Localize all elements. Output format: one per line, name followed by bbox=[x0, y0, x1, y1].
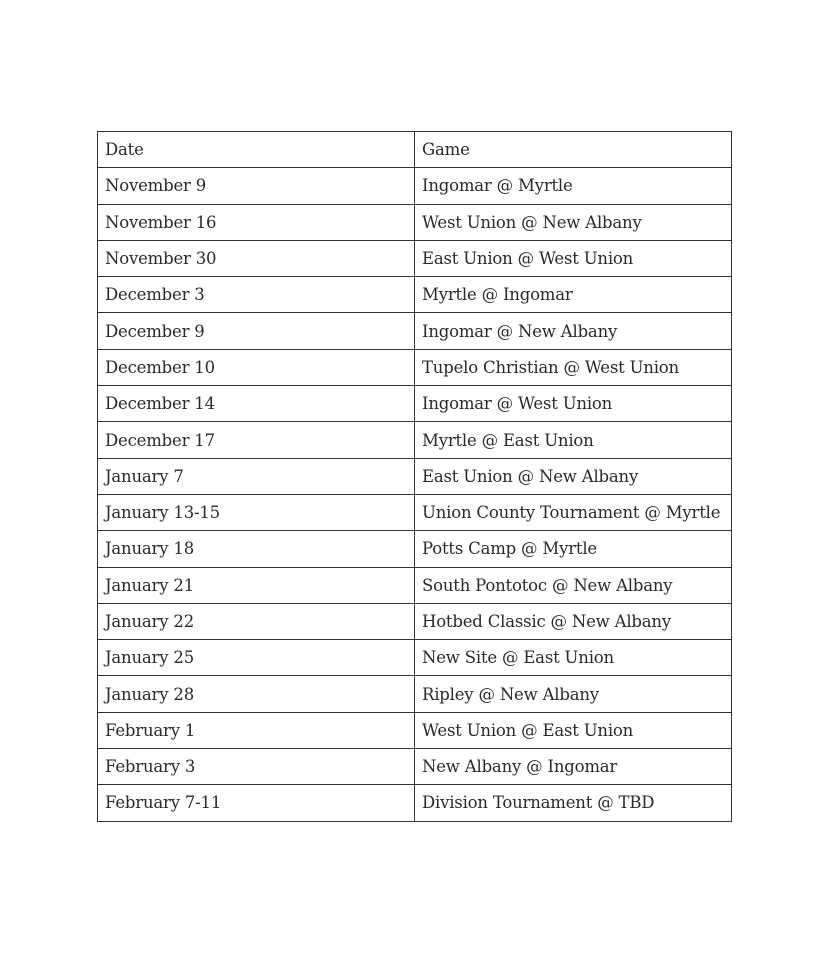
table-row bbox=[98, 640, 732, 676]
cell-game: Myrtle @ East Union bbox=[415, 422, 732, 458]
table-row bbox=[98, 204, 732, 240]
header-date: Date bbox=[98, 132, 415, 168]
cell-game: South Pontotoc @ New Albany bbox=[415, 567, 732, 603]
schedule-table-body bbox=[98, 132, 732, 822]
cell-date: January 22 bbox=[98, 603, 415, 639]
cell-game: Tupelo Christian @ West Union bbox=[415, 349, 732, 385]
cell-date: January 7 bbox=[98, 458, 415, 494]
table-row bbox=[98, 749, 732, 785]
cell-date: December 9 bbox=[98, 313, 415, 349]
cell-game: Union County Tournament @ Myrtle bbox=[415, 494, 732, 530]
cell-game: East Union @ West Union bbox=[415, 240, 732, 276]
cell-game: West Union @ New Albany bbox=[415, 204, 732, 240]
cell-game: Ingomar @ West Union bbox=[415, 386, 732, 422]
table-row bbox=[98, 676, 732, 712]
cell-game: Myrtle @ Ingomar bbox=[415, 277, 732, 313]
cell-date: November 16 bbox=[98, 204, 415, 240]
cell-date: November 30 bbox=[98, 240, 415, 276]
cell-date: February 3 bbox=[98, 749, 415, 785]
cell-game: Division Tournament @ TBD bbox=[415, 785, 732, 821]
table-row bbox=[98, 240, 732, 276]
table-row bbox=[98, 603, 732, 639]
cell-date: January 28 bbox=[98, 676, 415, 712]
table-row bbox=[98, 168, 732, 204]
cell-date: December 10 bbox=[98, 349, 415, 385]
cell-date: January 18 bbox=[98, 531, 415, 567]
table-row bbox=[98, 349, 732, 385]
table-row bbox=[98, 277, 732, 313]
table-row bbox=[98, 458, 732, 494]
cell-game: East Union @ New Albany bbox=[415, 458, 732, 494]
cell-date: January 13-15 bbox=[98, 494, 415, 530]
schedule-table bbox=[97, 131, 732, 822]
table-row bbox=[98, 313, 732, 349]
cell-date: January 21 bbox=[98, 567, 415, 603]
table-row bbox=[98, 712, 732, 748]
table-header-row bbox=[98, 132, 732, 168]
cell-game: Potts Camp @ Myrtle bbox=[415, 531, 732, 567]
cell-game: Hotbed Classic @ New Albany bbox=[415, 603, 732, 639]
table-row bbox=[98, 567, 732, 603]
cell-date: January 25 bbox=[98, 640, 415, 676]
table-row bbox=[98, 422, 732, 458]
cell-game: Ingomar @ New Albany bbox=[415, 313, 732, 349]
cell-date: December 17 bbox=[98, 422, 415, 458]
table-row bbox=[98, 785, 732, 821]
cell-game: Ripley @ New Albany bbox=[415, 676, 732, 712]
cell-game: New Albany @ Ingomar bbox=[415, 749, 732, 785]
cell-game: New Site @ East Union bbox=[415, 640, 732, 676]
cell-date: February 1 bbox=[98, 712, 415, 748]
header-game: Game bbox=[415, 132, 732, 168]
cell-game: West Union @ East Union bbox=[415, 712, 732, 748]
cell-date: November 9 bbox=[98, 168, 415, 204]
cell-date: December 14 bbox=[98, 386, 415, 422]
cell-date: December 3 bbox=[98, 277, 415, 313]
table-row bbox=[98, 531, 732, 567]
table-row bbox=[98, 386, 732, 422]
table-row bbox=[98, 494, 732, 530]
cell-date: February 7-11 bbox=[98, 785, 415, 821]
cell-game: Ingomar @ Myrtle bbox=[415, 168, 732, 204]
